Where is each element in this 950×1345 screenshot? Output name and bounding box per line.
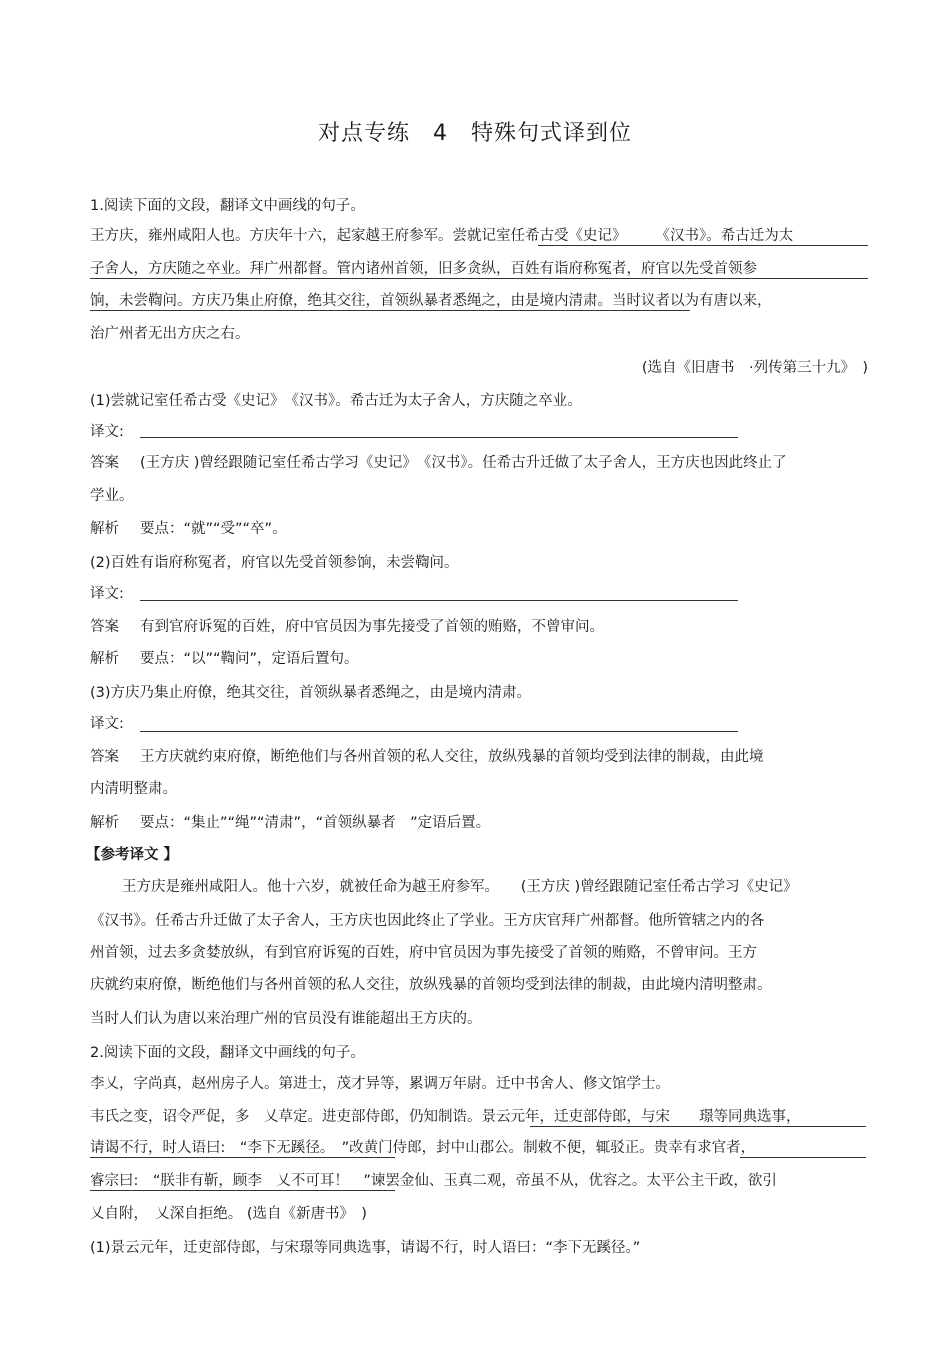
q1-item1-translate-label: 译文: — [90, 424, 124, 440]
answer-text: (王方庆 )曾经跟随记室任希古学习《史记》 《汉书》。任希古升迁做了太子舍人，王方庆也因此终止了 — [140, 455, 787, 471]
q1-source: (选自《旧唐书 ·列传第三十九》 ) — [641, 360, 868, 376]
page-title: 对点专练 4 特殊句式译到位 — [318, 121, 632, 146]
q2-underline-4 — [90, 1190, 395, 1191]
q1-item3-question: (3)方庆乃集止府僚，绝其交往，首领纵暴者悉绳之，由是境内清肃。 — [90, 685, 532, 701]
q2-passage-line-1: 李乂，字尚真，赵州房子人。第进士，茂才异等，累调万年尉。迁中书舍人、修文馆学士。 — [90, 1076, 670, 1092]
answer-text: 有到官府诉冤的百姓，府中官员因为事先接受了首领的贿赂，不曾审问。 — [140, 619, 604, 635]
q1-underline-2 — [90, 278, 868, 279]
q1-item3-answer-line-1 — [90, 747, 764, 767]
ref-line-2: 《汉书》。任希古升迁做了太子舍人，王方庆也因此终止了学业。王方庆官拜广州都督。他所管辖之内的各 — [90, 913, 765, 929]
q1-item3-answer-blank[interactable] — [140, 731, 738, 732]
q1-item3-analysis — [90, 813, 490, 833]
q2-underline-2 — [90, 1157, 395, 1158]
q2-passage-line-5: 乂自附， 乂深自拒绝。 (选自《新唐书》 ) — [90, 1206, 367, 1222]
q1-passage-line-4: 治广州者无出方庆之右。 — [90, 326, 250, 342]
q1-passage-line-2: 子舍人，方庆随之卒业。拜广州都督。管内诸州首领，旧多贪纵，百姓有诣府称冤者，府官以先受首领参 — [90, 261, 757, 277]
q1-item1-question: (1)尝就记室任希古受《史记》 《汉书》。希古迁为太子舍人，方庆随之卒业。 — [90, 393, 582, 409]
ref-line-3: 州首领，过去多贪婪放纵，有到官府诉冤的百姓，府中官员因为事先接受了首领的贿赂，不曾审问。王方 — [90, 945, 757, 961]
ref-line-1: 王方庆是雍州咸阳人。他十六岁，就被任命为越王府参军。 (王方庆 )曾经跟随记室任希古学习《史记》 — [122, 879, 798, 895]
q2-prompt: 2.阅读下面的文段，翻译文中画线的句子。 — [90, 1045, 365, 1061]
q2-passage-line-2: 韦氏之变，诏令严促，多 乂草定。进吏部侍郎，仍知制诰。景云元年，迁吏部侍郎，与宋 璟等同典选事， — [90, 1109, 801, 1125]
ref-heading: 【参考译文 】 — [86, 847, 179, 863]
analysis-label: 解析 — [90, 815, 119, 831]
answer-label: 答案 — [90, 619, 119, 635]
q1-item2-answer — [90, 617, 604, 637]
analysis-text: 要点：“集止”“绳”“清肃”，“首领纵暴者 ”定语后置。 — [140, 815, 491, 831]
q1-passage-line-1: 王方庆，雍州咸阳人也。方庆年十六，起家越王府参军。尝就记室任希古受《史记》 《汉书》。希古迁为太 — [90, 228, 794, 244]
q2-underline-1 — [530, 1126, 866, 1127]
q1-item2-translate-label: 译文: — [90, 586, 124, 602]
q1-item1-answer-blank[interactable] — [140, 437, 738, 438]
q1-item1-analysis — [90, 519, 287, 539]
q2-item1-question: (1)景云元年，迁吏部侍郎，与宋璟等同典选事，请谒不行，时人语曰：“李下无蹊径。” — [90, 1240, 641, 1256]
q1-item2-question: (2)百姓有诣府称冤者，府官以先受首领参饷，未尝鞫问。 — [90, 555, 459, 571]
analysis-label: 解析 — [90, 521, 119, 537]
q1-item2-answer-blank[interactable] — [140, 600, 738, 601]
q1-passage-line-3: 饷，未尝鞫问。方庆乃集止府僚，绝其交往，首领纵暴者悉绳之，由是境内清肃。当时议者以为有唐以来， — [90, 293, 772, 309]
answer-label: 答案 — [90, 749, 119, 765]
q2-passage-line-3: 请谒不行，时人语曰: “李下无蹊径。 ”改黄门侍郎，封中山郡公。制敕不便，辄驳正。贵幸有求官者， — [90, 1140, 756, 1156]
q2-underline-3 — [740, 1157, 866, 1158]
analysis-text: 要点：“就”“受”“卒”。 — [140, 521, 287, 537]
q1-item3-translate-label: 译文: — [90, 716, 124, 732]
q1-item1-answer-line-1 — [90, 453, 787, 473]
ref-line-4: 庆就约束府僚，断绝他们与各州首领的私人交往，放纵残暴的首领均受到法律的制裁，由此境内清明整肃。 — [90, 977, 772, 993]
q2-passage-line-4: 睿宗曰: “朕非有靳，顾李 乂不可耳！ ”谏罢金仙、玉真二观，帝虽不从，优容之。太平公主干政，欲引 — [90, 1173, 777, 1189]
q1-item1-answer-line-2: 学业。 — [90, 488, 134, 504]
q1-item3-answer-line-2: 内清明整肃。 — [90, 781, 177, 797]
answer-text: 王方庆就约束府僚，断绝他们与各州首领的私人交往，放纵残暴的首领均受到法律的制裁，由此境 — [140, 749, 764, 765]
analysis-text: 要点：“以”“鞫问”，定语后置句。 — [140, 651, 359, 667]
answer-label: 答案 — [90, 455, 119, 471]
q1-prompt: 1.阅读下面的文段，翻译文中画线的句子。 — [90, 198, 365, 214]
ref-line-5: 当时人们认为唐以来治理广州的官员没有谁能超出王方庆的。 — [90, 1011, 482, 1027]
q1-underline-1 — [538, 245, 868, 246]
q1-item2-analysis — [90, 649, 359, 669]
analysis-label: 解析 — [90, 651, 119, 667]
q1-underline-3 — [90, 310, 690, 311]
